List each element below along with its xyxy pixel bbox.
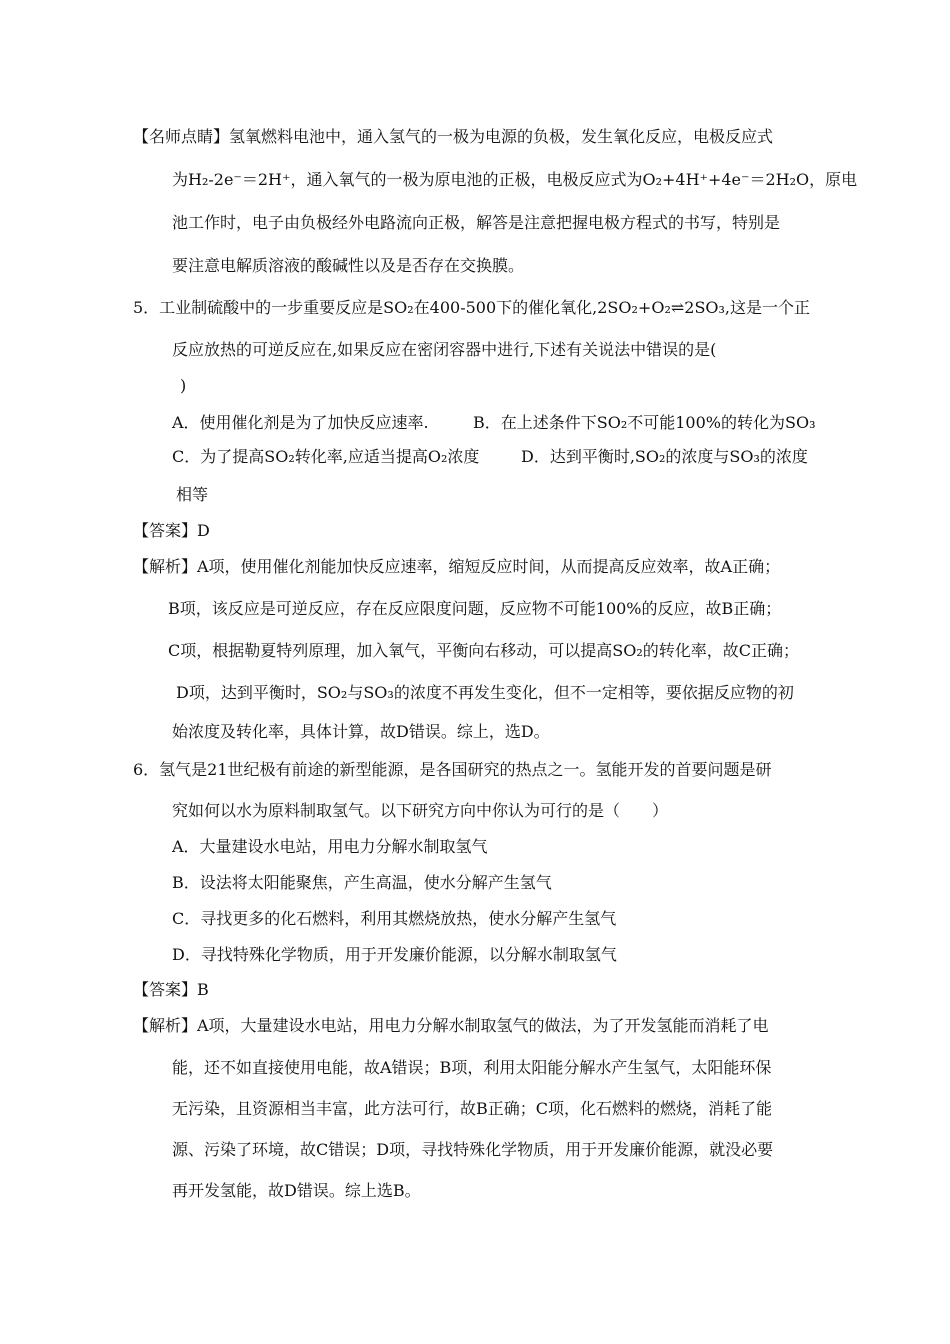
question-6-stem-2: 究如何以水为原料制取氢气。以下研究方向中你认为可行的是（ ） bbox=[172, 801, 669, 820]
question-5-option-b: B．在上述条件下SO₂不可能100%的转化为SO₃ bbox=[473, 413, 816, 432]
question-5-stem-2: 反应放热的可逆反应在,如果反应在密闭容器中进行,下述有关说法中错误的是( bbox=[172, 340, 717, 359]
question-5-analysis-4: D项，达到平衡时，SO₂与SO₃的浓度不再发生变化，但不一定相等，要依据反应物的初 bbox=[176, 683, 794, 702]
question-6-option-b: B．设法将太阳能聚焦，产生高温，使水分解产生氢气 bbox=[172, 873, 552, 892]
question-6-analysis-1: 【解析】A项，大量建设水电站，用电力分解水制取氢气的做法，为了开发氢能而消耗了电 bbox=[133, 1016, 769, 1035]
question-5-analysis-2: B项，该反应是可逆反应，存在反应限度问题，反应物不可能100%的反应，故B正确； bbox=[168, 599, 782, 618]
question-5-stem-1: 5．工业制硫酸中的一步重要反应是SO₂在400-500下的催化氧化,2SO₂+O₂⇌2SO₃,这是一个正 bbox=[133, 298, 811, 317]
teacher-note-line-2: 为H₂-2e⁻＝2H⁺，通入氧气的一极为原电池的正极，电极反应式为O₂+4H⁺+4e⁻＝2H₂O，原电 bbox=[172, 170, 858, 189]
question-5-analysis-1: 【解析】A项，使用催化剂能加快反应速率，缩短反应时间，从而提高反应效率，故A正确； bbox=[133, 557, 781, 576]
question-5-option-c: C．为了提高SO₂转化率,应适当提高O₂浓度 bbox=[172, 447, 480, 466]
question-6-option-d: D．寻找特殊化学物质，用于开发廉价能源，以分解水制取氢气 bbox=[172, 945, 617, 964]
question-5-analysis-5: 始浓度及转化率，具体计算，故D错误。综上，选D。 bbox=[172, 722, 550, 741]
teacher-note-line-3: 池工作时，电子由负极经外电路流向正极，解答是注意把握电极方程式的书写，特别是 bbox=[172, 213, 781, 232]
teacher-note-line-4: 要注意电解质溶液的酸碱性以及是否存在交换膜。 bbox=[172, 256, 525, 275]
question-5-option-d: D．达到平衡时,SO₂的浓度与SO₃的浓度 bbox=[521, 447, 808, 466]
question-5-answer: 【答案】D bbox=[133, 521, 210, 540]
teacher-note-line-1: 【名师点睛】氢氧燃料电池中，通入氢气的一极为电源的负极，发生氧化反应，电极反应式 bbox=[133, 127, 774, 146]
question-6-analysis-5: 再开发氢能，故D错误。综上选B。 bbox=[172, 1181, 421, 1200]
question-5-option-a: A．使用催化剂是为了加快反应速率. bbox=[172, 413, 429, 432]
question-6-option-a: A．大量建设水电站，用电力分解水制取氢气 bbox=[172, 837, 488, 856]
question-6-answer: 【答案】B bbox=[133, 980, 209, 999]
question-5-analysis-3: C项，根据勒夏特列原理，加入氧气，平衡向右移动，可以提高SO₂的转化率，故C正确； bbox=[168, 641, 799, 660]
question-6-option-c: C．寻找更多的化石燃料，利用其燃烧放热，使水分解产生氢气 bbox=[172, 909, 617, 928]
question-5-stem-3: ) bbox=[180, 376, 187, 395]
question-6-analysis-2: 能，还不如直接使用电能，故A错误；B项，利用太阳能分解水产生氢气，太阳能环保 bbox=[172, 1058, 772, 1077]
question-5-option-d-cont: 相等 bbox=[176, 485, 209, 504]
question-6-analysis-3: 无污染，且资源相当丰富，此方法可行，故B正确；C项，化石燃料的燃烧，消耗了能 bbox=[172, 1099, 773, 1118]
question-6-analysis-4: 源、污染了环境，故C错误；D项，寻找特殊化学物质，用于开发廉价能源，就没必要 bbox=[172, 1140, 774, 1159]
question-6-stem-1: 6．氢气是21世纪极有前途的新型能源，是各国研究的热点之一。氢能开发的首要问题是研 bbox=[133, 760, 772, 779]
